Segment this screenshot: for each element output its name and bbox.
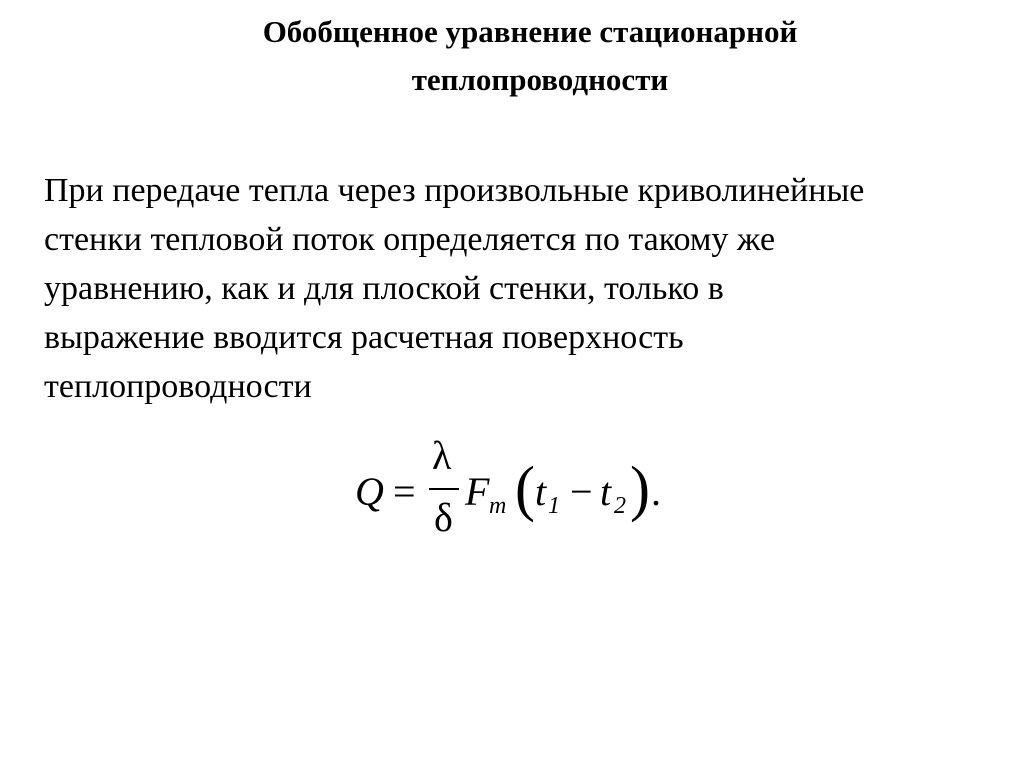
formula-t2: t — [600, 469, 612, 514]
body-line-3: уравнению, как и для плоской стенки, только в — [44, 270, 724, 307]
formula-area-f: F — [465, 469, 490, 514]
formula-fraction-bar — [429, 488, 459, 490]
body-line-4: выражение вводится расчетная поверхность — [44, 319, 684, 356]
body-paragraph — [44, 166, 1004, 411]
formula-open-paren: ( — [515, 453, 535, 523]
heat-flow-formula — [355, 433, 675, 546]
formula-t1: t — [535, 469, 547, 514]
slide-title — [100, 8, 960, 104]
formula-area-subscript: m — [489, 493, 507, 519]
formula-close-paren: ) — [630, 453, 650, 523]
formula-denominator-delta: δ — [434, 495, 453, 540]
title-line-2: теплопроводности — [411, 62, 669, 97]
formula-q: Q — [355, 469, 384, 514]
formula-minus: − — [570, 469, 593, 514]
body-line-5: теплопроводности — [44, 368, 312, 405]
body-line-2: стенки тепловой поток определяется по такому же — [44, 221, 776, 258]
formula-end-period: . — [651, 469, 661, 514]
formula-equals: = — [393, 469, 416, 514]
title-line-1: Обобщенное уравнение стационарной — [262, 14, 798, 49]
formula-t1-subscript: 1 — [548, 493, 560, 519]
body-line-1: При передаче тепла через произвольные криволинейные — [44, 172, 865, 209]
formula-t2-subscript: 2 — [614, 493, 626, 519]
formula-numerator-lambda: λ — [432, 433, 452, 478]
